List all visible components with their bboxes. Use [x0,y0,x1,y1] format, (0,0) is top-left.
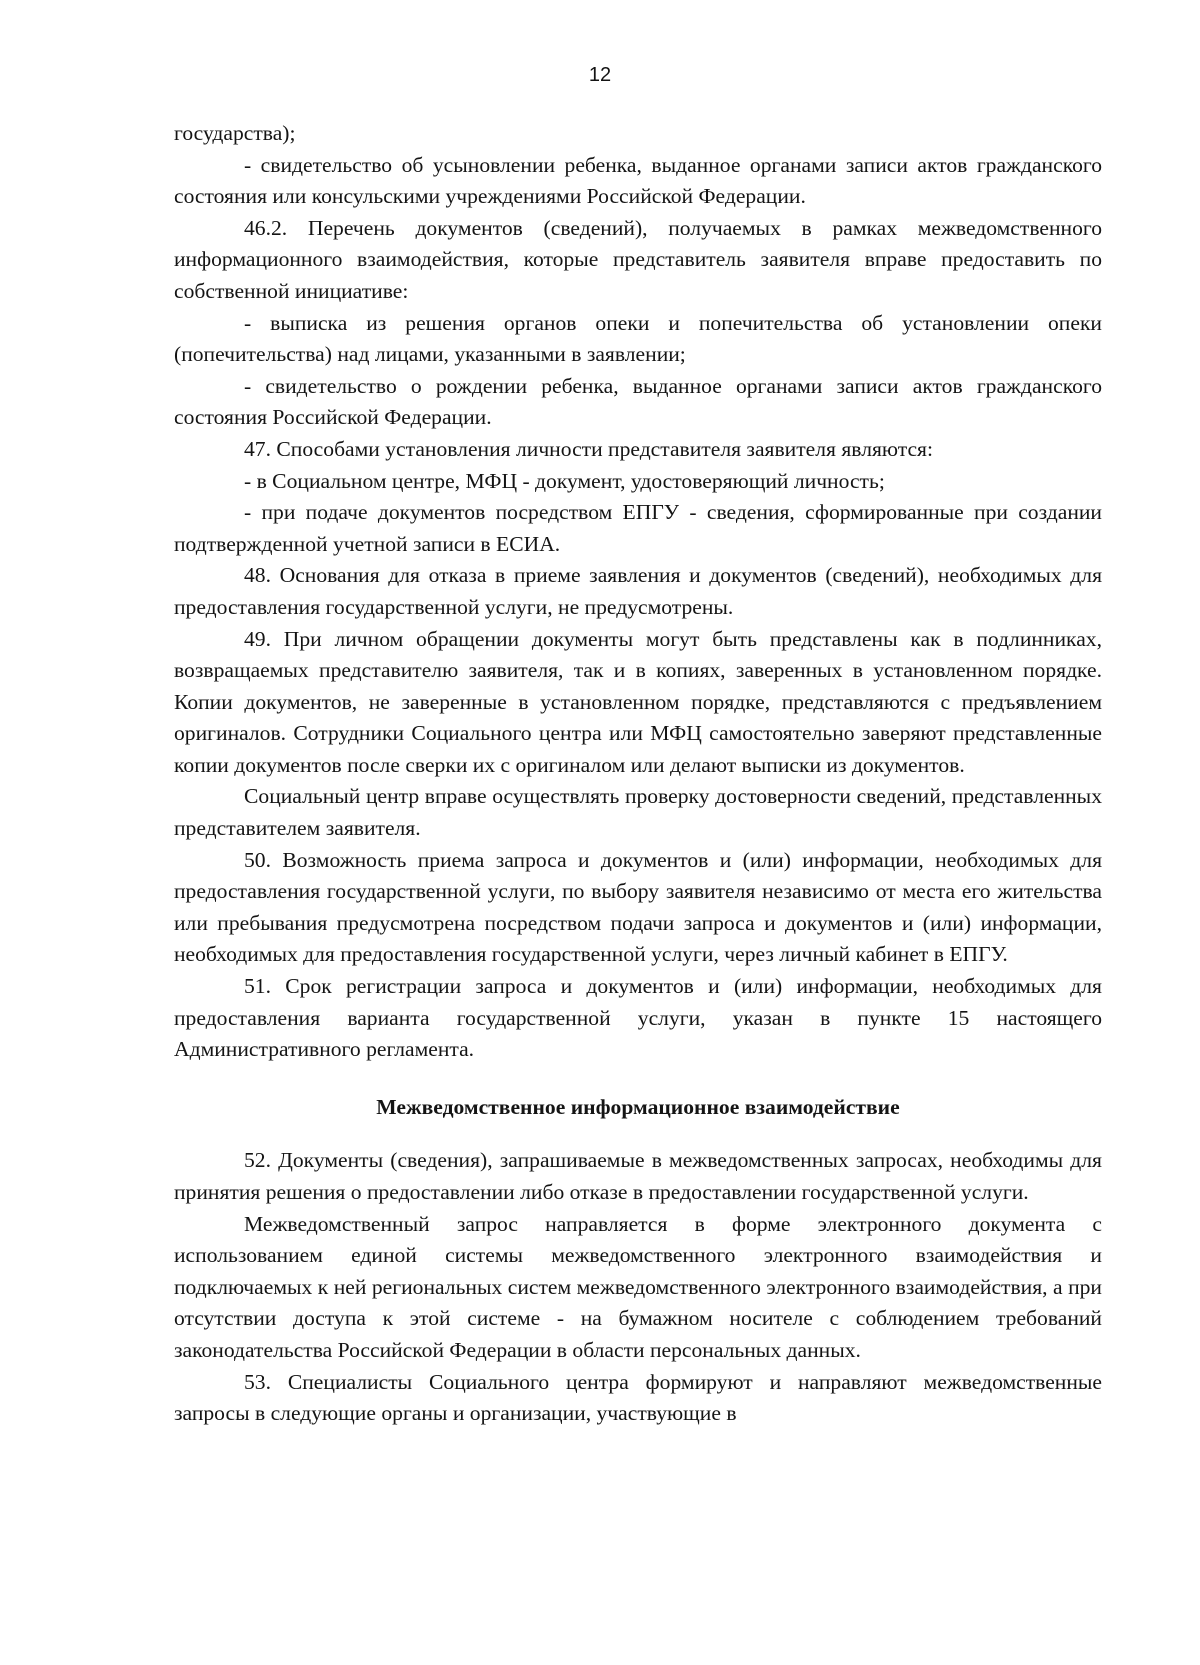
paragraph: 47. Способами установления личности представителя заявителя являются: [244,436,933,461]
paragraph: 52. Документы (сведения), запрашиваемые в межведомственных запросах, необходимы для принятия решения о предоставлении либо отказе в предоставлении государственной услуги. [174,1148,1102,1204]
paragraph: Социальный центр вправе осуществлять проверку достоверности сведений, представленных представителем заявителя. [174,784,1102,841]
paragraph: 49. При личном обращении документы могут быть представлены как в подлинниках, возвращаемых представителю заявителя, так и в копиях, заверенных в установленном порядке. Копии документов, не заверенные в установленном порядке, представляются с предъявлением оригиналов. Сотрудники Социального центра или МФЦ самостоятельно заверяют представленные копии документов после сверки их с оригиналом или делают выписки из документов. [174,626,1102,777]
paragraph: - свидетельство об усыновлении ребенка, выданное органами записи актов гражданского состояния или консульскими учреждениями Российской Федерации. [174,152,1102,209]
paragraph: 46.2. Перечень документов (сведений), получаемых в рамках межведомственного информационного взаимодействия, которые представитель заявителя вправе предоставить по собственной инициативе: [174,215,1102,303]
document-body [174,118,1102,1430]
paragraph: государства); [174,121,296,145]
section-heading: Межведомственное информационное взаимодействие [376,1094,900,1119]
paragraph: - при подаче документов посредством ЕПГУ - сведения, сформированные при создании подтвержденной учетной записи в ЕСИА. [174,500,1102,556]
paragraph: 50. Возможность приема запроса и документов и (или) информации, необходимых для предоставления государственной услуги, по выбору заявителя независимо от места его жительства или пребывания предусмотрена посредством подачи запроса и документов и (или) информации, необходимых для предоставления государственной услуги, через личный кабинет в ЕПГУ. [174,847,1102,967]
paragraph: - в Социальном центре, МФЦ - документ, удостоверяющий личность; [244,468,885,493]
paragraph: 48. Основания для отказа в приеме заявления и документов (сведений), необходимых для предоставления государственной услуги, не предусмотрены. [174,563,1102,619]
paragraph: Межведомственный запрос направляется в форме электронного документа с использованием единой системы межведомственного электронного взаимодействия и подключаемых к ней региональных систем межведомственного электронного взаимодействия, а при отсутствии доступа к этой системе - на бумажном носителе с соблюдением требований законодательства Российской Федерации в области персональных данных. [174,1211,1102,1362]
paragraph: - свидетельство о рождении ребенка, выданное органами записи актов гражданского состояния Российской Федерации. [174,373,1102,430]
paragraph: 51. Срок регистрации запроса и документов и (или) информации, необходимых для предоставления варианта государственной услуги, указан в пункте 15 настоящего Административного регламента. [174,974,1102,1062]
page-number: 12 [588,64,612,86]
paragraph: 53. Специалисты Социального центра формируют и направляют межведомственные запросы в следующие органы и организации, участвующие в [174,1369,1102,1426]
paragraph: - выписка из решения органов опеки и попечительства об установлении опеки (попечительства) над лицами, указанными в заявлении; [174,310,1102,367]
